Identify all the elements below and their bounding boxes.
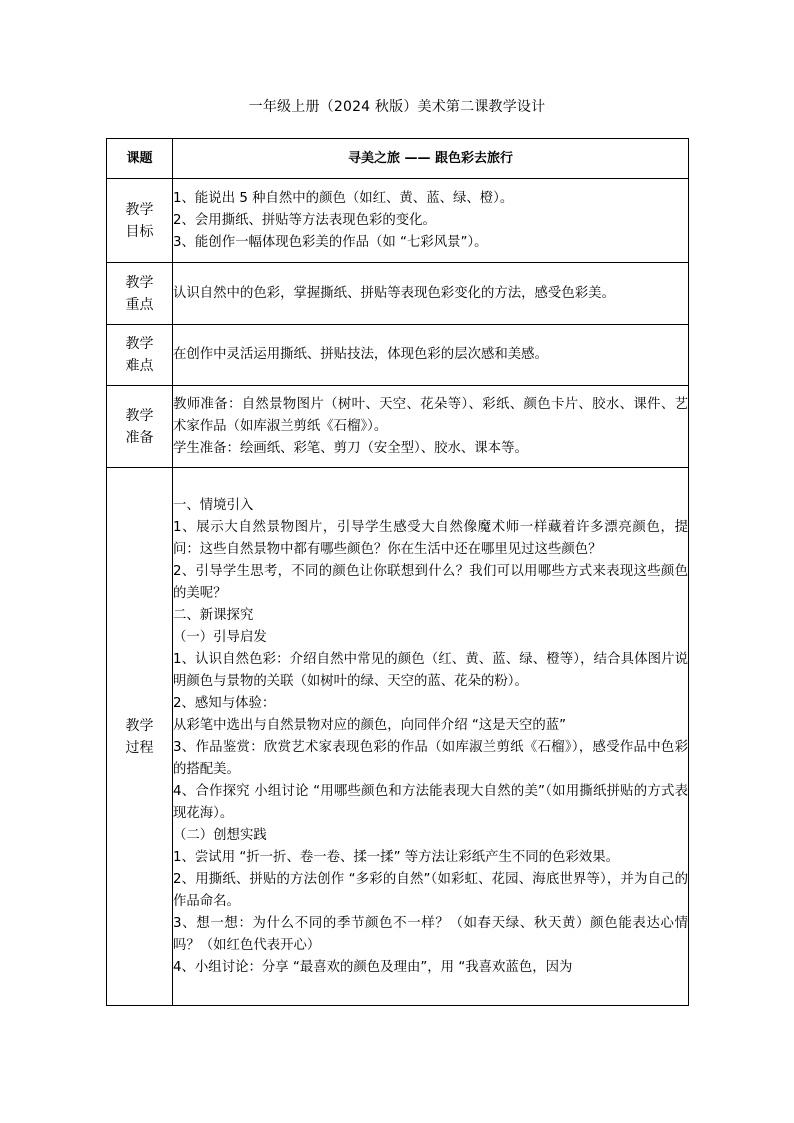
process-line: 一、情境引入	[173, 497, 254, 513]
process-line: （一）引导启发	[173, 629, 267, 645]
process-label-bottom: 过程	[125, 739, 154, 756]
objectives-line: 2、会用撕纸、拼贴等方法表现色彩的变化。	[173, 212, 436, 228]
difficulties-content	[173, 325, 689, 386]
preparation-label-top: 教学	[125, 407, 154, 424]
process-line: 3、想一想：为什么不同的季节颜色不一样？（如春天绿、秋天黄）颜色能表达心情吗？（如红色代表开心）	[173, 915, 688, 953]
key-points-label-top: 教学	[125, 274, 154, 291]
document-title: 一年级上册（2024 秋版）美术第二课教学设计	[248, 99, 546, 115]
difficulties-row	[107, 325, 689, 386]
objectives-line: 3、能创作一幅体现色彩美的作品（如 “七彩风景”）。	[173, 234, 488, 250]
process-row	[107, 468, 689, 1006]
topic-row	[107, 139, 689, 179]
difficulties-label	[107, 325, 173, 386]
objectives-label-top: 教学	[125, 201, 154, 218]
process-content	[173, 468, 689, 1006]
process-line: 1、认识自然色彩：介绍自然中常见的颜色（红、黄、蓝、绿、橙等），结合具体图片说明颜色与景物的关联（如树叶的绿、天空的蓝、花朵的粉）。	[173, 651, 688, 689]
process-line: 3、作品鉴赏：欣赏艺术家表现色彩的作品（如库淑兰剪纸《石榴》），感受作品中色彩的搭配美。	[173, 739, 688, 777]
topic-value: 寻美之旅 —— 跟色彩去旅行	[173, 139, 689, 179]
preparation-content	[173, 386, 689, 468]
preparation-line: 学生准备：绘画纸、彩笔、剪刀（安全型）、胶水、课本等。	[173, 440, 528, 456]
objectives-label-bottom: 目标	[125, 223, 154, 240]
process-line: 1、展示大自然景物图片，引导学生感受大自然像魔术师一样藏着许多漂亮颜色，提问：这些自然景物中都有哪些颜色？你在生活中还在哪里见过这些颜色？	[173, 519, 688, 557]
preparation-row	[107, 386, 689, 468]
process-line: 2、用撕纸、拼贴的方法创作 “多彩的自然”（如彩虹、花园、海底世界等），并为自己的作品命名。	[173, 871, 688, 909]
process-label-top: 教学	[125, 717, 154, 734]
process-line: 4、小组讨论：分享 “最喜欢的颜色及理由”，用 “我喜欢蓝色，因为	[173, 959, 573, 975]
objectives-row	[107, 179, 689, 263]
process-line: 2、感知与体验：	[173, 695, 276, 711]
preparation-label	[107, 386, 173, 468]
key-points-content	[173, 263, 689, 325]
objectives-content	[173, 179, 689, 263]
process-line: 1、尝试用 “折一折、卷一卷、揉一揉” 等方法让彩纸产生不同的色彩效果。	[173, 849, 620, 865]
difficulties-line: 在创作中灵活运用撕纸、拼贴技法，体现色彩的层次感和美感。	[173, 347, 548, 362]
topic-label: 课题	[107, 139, 173, 179]
preparation-label-bottom: 准备	[125, 429, 154, 446]
process-label	[107, 468, 173, 1006]
key-points-row	[107, 263, 689, 325]
key-points-line: 认识自然中的色彩，掌握撕纸、拼贴等表现色彩变化的方法，感受色彩美。	[173, 285, 615, 301]
difficulties-label-top: 教学	[125, 336, 154, 352]
process-line: 二、新课探究	[173, 607, 254, 623]
objectives-label	[107, 179, 173, 263]
process-line: 从彩笔中选出与自然景物对应的颜色，向同伴介绍 “这是天空的蓝”	[173, 717, 567, 733]
process-line: 2、引导学生思考，不同的颜色让你联想到什么？我们可以用哪些方式来表现这些颜色的美呢？	[173, 563, 688, 601]
objectives-line: 1、能说出 5 种自然中的颜色（如红、黄、蓝、绿、橙）。	[173, 190, 514, 206]
preparation-line: 教师准备：自然景物图片（树叶、天空、花朵等）、彩纸、颜色卡片、胶水、课件、艺术家作品（如库淑兰剪纸《石榴》）。	[173, 396, 688, 434]
difficulties-label-bottom: 难点	[125, 358, 154, 374]
key-points-label-bottom: 重点	[125, 296, 154, 313]
process-line: （二）创想实践	[173, 827, 267, 843]
key-points-label	[107, 263, 173, 325]
lesson-plan-table	[106, 138, 689, 1006]
process-line: 4、合作探究 小组讨论 “用哪些颜色和方法能表现大自然的美”（如用撕纸拼贴的方式表现花海）。	[173, 783, 688, 821]
